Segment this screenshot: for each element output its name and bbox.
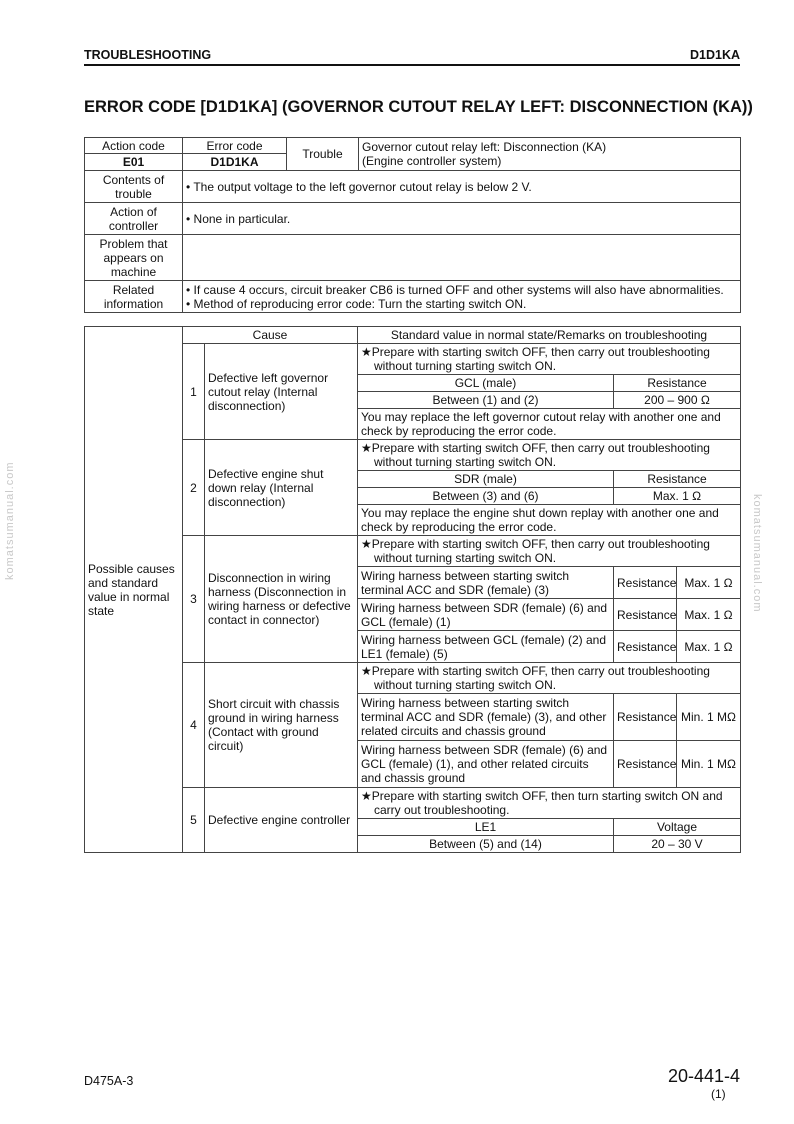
cause-number: 2 (183, 440, 205, 536)
action-code-value: E01 (85, 154, 183, 171)
action-code-label: Action code (85, 138, 183, 154)
connector-header: LE1 (358, 819, 614, 836)
cause-name: Disconnection in wiring harness (Disconnection in wiring harness or defective contact in connector) (205, 536, 358, 663)
footer-revision: (1) (711, 1087, 726, 1101)
harness-check: Wiring harness between starting switch terminal ACC and SDR (female) (3), and other related circuits and chassis ground (358, 694, 614, 741)
standard-value: 200 – 900 Ω (614, 392, 741, 409)
harness-check: Wiring harness between SDR (female) (6) and GCL (female) (1), and other related circuits and chassis ground (358, 741, 614, 788)
prep-note: ★Prepare with starting switch OFF, then carry out troubleshooting without turning starting switch ON. (358, 663, 741, 694)
cause-col-header: Cause (183, 327, 358, 344)
page-header (84, 48, 740, 66)
replace-note: You may replace the left governor cutout relay with another one and check by reproducing the error code. (358, 409, 741, 440)
problem-label: Problem that appears on machine (85, 235, 183, 281)
connector-header: GCL (male) (358, 375, 614, 392)
related-info-text: • If cause 4 occurs, circuit breaker CB6 is turned OFF and other systems will also have abnormalities. • Method of reproducing error code: Turn the starting switch ON. (183, 281, 741, 313)
cause-name: Defective engine shut down relay (Internal disconnection) (205, 440, 358, 536)
measure-label: Resistance (614, 567, 677, 599)
prep-note: ★Prepare with starting switch OFF, then turn starting switch ON and carry out troubleshooting. (358, 788, 741, 819)
trouble-description: Governor cutout relay left: Disconnection (KA) (Engine controller system) (359, 138, 741, 171)
error-info-table (84, 137, 741, 313)
measure-label: Resistance (614, 694, 677, 741)
cause-number: 1 (183, 344, 205, 440)
cause-number: 5 (183, 788, 205, 853)
connector-header: SDR (male) (358, 471, 614, 488)
standard-value: Min. 1 MΩ (677, 741, 741, 788)
standard-value: Max. 1 Ω (677, 631, 741, 663)
cause-name: Short circuit with chassis ground in wiring harness (Contact with ground circuit) (205, 663, 358, 788)
replace-note: You may replace the engine shut down replay with another one and check by reproducing the error code. (358, 505, 741, 536)
harness-check: Wiring harness between SDR (female) (6) and GCL (female) (1) (358, 599, 614, 631)
cause-name: Defective engine controller (205, 788, 358, 853)
harness-check: Wiring harness between starting switch terminal ACC and SDR (female) (3) (358, 567, 614, 599)
error-code-header: D1D1KA (689, 48, 740, 62)
measure-point: Between (5) and (14) (358, 836, 614, 853)
watermark-right: komatsumanual.com (751, 494, 763, 613)
action-of-controller-text: • None in particular. (183, 203, 741, 235)
related-info-label: Related information (85, 281, 183, 313)
standard-value: Max. 1 Ω (677, 599, 741, 631)
possible-causes-label: Possible causes and standard value in normal state (85, 327, 183, 853)
measure-label: Resistance (614, 631, 677, 663)
trouble-label: Trouble (287, 138, 359, 171)
footer-page-number: 20-441-4 (667, 1066, 740, 1086)
prep-note: ★Prepare with starting switch OFF, then carry out troubleshooting without turning starting switch ON. (358, 344, 741, 375)
standard-value: Min. 1 MΩ (677, 694, 741, 741)
standard-value: Max. 1 Ω (614, 488, 741, 505)
standard-col-header: Standard value in normal state/Remarks on troubleshooting (358, 327, 741, 344)
page-title: ERROR CODE [D1D1KA] (GOVERNOR CUTOUT RELAY LEFT: DISCONNECTION (KA)) (84, 98, 753, 116)
standard-value: Max. 1 Ω (677, 567, 741, 599)
harness-check: Wiring harness between GCL (female) (2) and LE1 (female) (5) (358, 631, 614, 663)
error-code-value: D1D1KA (183, 154, 287, 171)
contents-label: Contents of trouble (85, 171, 183, 203)
cause-number: 3 (183, 536, 205, 663)
error-code-label: Error code (183, 138, 287, 154)
cause-number: 4 (183, 663, 205, 788)
problem-text (183, 235, 741, 281)
section-title: TROUBLESHOOTING (84, 48, 212, 62)
watermark-left: komatsumanual.com (4, 461, 16, 580)
standard-value: 20 – 30 V (614, 836, 741, 853)
measure-header: Resistance (614, 471, 741, 488)
possible-causes-table (84, 326, 741, 853)
measure-header: Voltage (614, 819, 741, 836)
footer-model: D475A-3 (84, 1074, 134, 1088)
prep-note: ★Prepare with starting switch OFF, then carry out troubleshooting without turning starting switch ON. (358, 536, 741, 567)
contents-text: • The output voltage to the left governor cutout relay is below 2 V. (183, 171, 741, 203)
measure-header: Resistance (614, 375, 741, 392)
measure-point: Between (1) and (2) (358, 392, 614, 409)
measure-label: Resistance (614, 741, 677, 788)
measure-point: Between (3) and (6) (358, 488, 614, 505)
cause-name: Defective left governor cutout relay (Internal disconnection) (205, 344, 358, 440)
prep-note: ★Prepare with starting switch OFF, then carry out troubleshooting without turning starting switch ON. (358, 440, 741, 471)
measure-label: Resistance (614, 599, 677, 631)
action-of-controller-label: Action of controller (85, 203, 183, 235)
